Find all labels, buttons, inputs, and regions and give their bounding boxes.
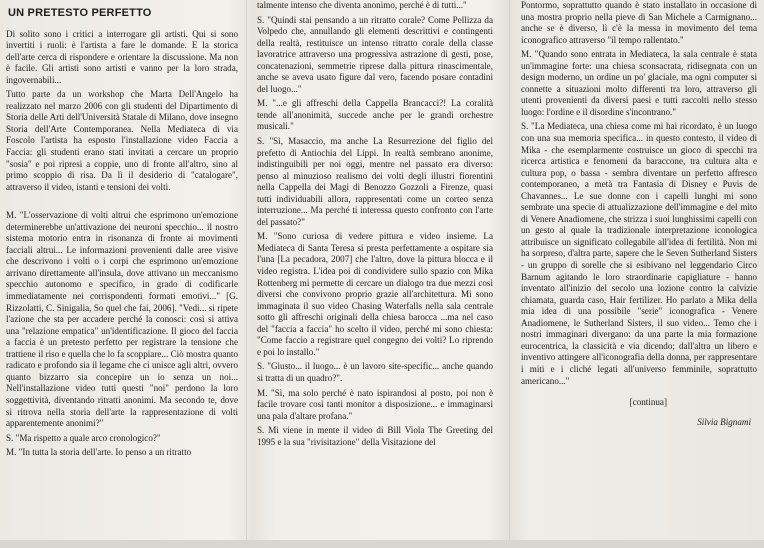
paragraph: M. "L'osservazione di volti altrui che esprimono un'emozione determinerebbe un'attivazione dei neuroni specchio... il nostro sistema motorio entra in risonanza di fronte ai movimenti facciali altrui... Le informazioni provenienti dalle aree visive che descrivono i volti o i corpi che esprimono un'emozione arrivano direttamente all'insula, dove attivano un meccanismo specchio autonomo e specifico, in grado di codificarle immediatamente nei corrispondenti formati emotivi..." [G. Rizzolatti, C. Sinigalia, So quel che fai, 2006]. "Vedi... si ripete l'azione che sta per accadere perché la conosci: così si attiva una "relazione empatica" un'identificazione. Il gioco del faccia a faccia è un pretesto perfetto per registrare la tensione che trattiene il riso e quella che lo fa scoppiare... Ciò mostra quanto radicato e profondo sia il legame che ci unisce agli altri, ovvero quanto bizzarro sia concepire un io senza un noi... Nell'installazione video tutti questi "noi" perdono la loro soggettività, diventando ritratti anonimi. Ma secondo te, dove si ritrova nella storia dell'arte la rappresentazione di volti apparentemente anonimi?"	[6, 210, 238, 429]
paragraph: Tutto parte da un workshop che Marta Dell'Angelo ha realizzato nel marzo 2006 con gli studenti del Dipartimento di Storia delle Arti dell'Università Statale di Milano, dove insegno Storia dell'Arte Contemporanea. Nella Mediateca di via Foscolo l'artista ha esposto l'installazione video Faccia a Faccia: gli studenti erano stati invitati a cercare un proprio "sosia" e poi ripresi a coppie, uno di fronte all'altro, sino al primo scoppio di risa. Da lì il desiderio di "catalogare", attraverso il video, istanti e tensioni dei volti.	[6, 89, 238, 192]
paragraph: Di solito sono i critici a interrogare gli artisti. Qui si sono invertiti i ruoli: è l'artista a fare le domande. E la storica dell'arte cerca di rispondere e orientare la discussione. Ma non è facile. Gli artisti sono artisti e vanno per la loro strada, ingovernabili...	[6, 28, 238, 85]
paragraph: S. "Quindi stai pensando a un ritratto corale? Come Pellizza da Volpedo che, annullando gli elementi descrittivi e contingenti della realtà, restituisce un intenso ritratto corale della classe lavoratrice attraverso una progressiva astrazione di gesti, pose, concatenazioni, semmetrie riprese dalla pittura rinascimentale, anche se aveva usato figure dal vero, facendo posare contadini del luogo..."	[257, 14, 493, 94]
paragraph: M. "Sì, ma solo perché è nato ispirandosi al posto, poi non è facile trovare così tanti monitor a disposizione... e immaginarsi una pala d'altare profana."	[257, 387, 493, 421]
column-3	[521, 0, 757, 540]
paragraph: S. "La Mediateca, una chiesa come mi hai ricordato, è un luogo con una sua memoria specifica... in questo contesto, il video di Mika - che esemplarmente costruisce un gioco di specchi tra ricerca artistica e fenomeni da baraccone, tra cultura alta e cultura pop, o bassa - sembra diventare un perfetto affresco contemporaneo, a metà tra Fantasia di Disney e Puvis de Chavannes... Le sue donne con i capelli lunghi mi sono sembrate una specie di attualizzazione dell'immagine e del mito di Venere Anadiomene, che strizza i suoi lunghissimi capelli con un gesto al quale la tradizionale interpretazione iconologica attribuisce un significato collegabile all'idea di fertilità. Non mi ha sorpreso, d'altra parte, sapere che le Seven Sutherland Sisters - un gruppo di sorelle che si esibivano nel leggendario Circo Barnum agitando le loro straordinarie capigliature - hanno inventato all'inizio del secolo una lozione contro la calvizie chiamata, guarda caso, Hair fertilizer. Ho parlato a Mika della mia idea di una possibile "serie" iconografica - Venere Anadiomene, le Sutherland Sisters, il suo video... Temo che i nostri immaginari divergano: da una parte la mia formazione eurocentrica, la classicità e via dicendo; dall'altra un libero e inventivo attingere all'iconografia della donna, per rappresentare i miti e i cliché legati all'universo femminile, soprattutto americano..."	[521, 121, 757, 386]
paragraph: M. "Sono curiosa di vedere pittura e video insieme. La Mediateca di Santa Teresa si presta perfettamente a ospitare sia l'una [La pecadora, 2007] che l'altro, dove la pittura blocca e il video registra. L'idea poi di condividere sullo spazio con Mika Rottenberg mi permette di cercare un dialogo tra due mezzi così diversi che convivono proprio grazie all'architettura. Mi sono immaginata il suo video Chasing Waterfalls nella sala centrale sotto gli affreschi originali della chiesa barocca ...ma nel caso del "faccia a faccia" ho scelto il video, perché mi sono chiesta: "Come faccio a registrare quel congegno dei volti? Lo riprendo e poi lo installo."	[257, 231, 493, 357]
paragraph: M. "...e gli affreschi della Cappella Brancacci?! La coralità tende all'anonimità, succede anche per le grandi orchestre musicali."	[257, 98, 493, 132]
column-1	[6, 8, 238, 548]
author-signature: Silvia Bignami	[697, 416, 751, 427]
column-fold	[246, 0, 247, 540]
paragraph: S. "Giusto... il luogo... è un lavoro site-specific... anche quando si tratta di un quadro?".	[257, 361, 493, 383]
paragraph: S. "Sì, Masaccio, ma anche La Resurrezione del figlio del prefetto di Antiochia del Lippi. In realtà sembrano anonime, indistinguibili per noi oggi, mentre nel passato era diverso: penso al minuzioso realismo dei volti degli illustri fiorentini nella Cappella dei Magi di Benozzo Gozzoli a Firenze, quasi tutti individuabili allora, rappresentati come un corteo senza interruzione... Ma perché ti interessa questo confronto con l'arte del passato?"	[257, 136, 493, 227]
column-fold	[509, 0, 510, 540]
continua-label: [continua]	[629, 397, 667, 408]
paragraph: M. "Quando sono entrata in Mediateca, la sala centrale è stata un'immagine forte: una chiesa sconsacrata, ridisegnata con un design moderno, un ordine un po' glaciale, ma ogni computer si connette a situazioni molto differenti tra loro, attraverso gli utenti provenienti da diversi paesi e tutti raccolti nello stesso luogo: l'ordine e il disordine s'incontrano."	[521, 49, 757, 117]
paragraph: S. Mi viene in mente il video di Bill Viola The Greeting del 1995 e la sua "rivisitazione" della Visitazione del	[257, 425, 493, 447]
column-2	[257, 0, 493, 540]
paragraph: S. "Ma rispetto a quale arco cronologico?"	[6, 432, 161, 443]
paragraph: talmente intenso che diventa anonimo, perché è di tutti..."	[257, 0, 467, 10]
paragraph: Pontormo, soprattutto quando è stato installato in occasione di una mostra proprio nella pieve di San Michele a Carmignano... anche se è diverso, lì c'è la messa in movimento del tema iconografico attraverso "il tempo rallentato."	[521, 0, 757, 45]
article-title: UN PRETESTO PERFETTO	[8, 8, 152, 19]
paragraph-gap	[6, 196, 238, 210]
paragraph: M. "In tutta la storia dell'arte. Io penso a un ritratto	[6, 447, 192, 458]
